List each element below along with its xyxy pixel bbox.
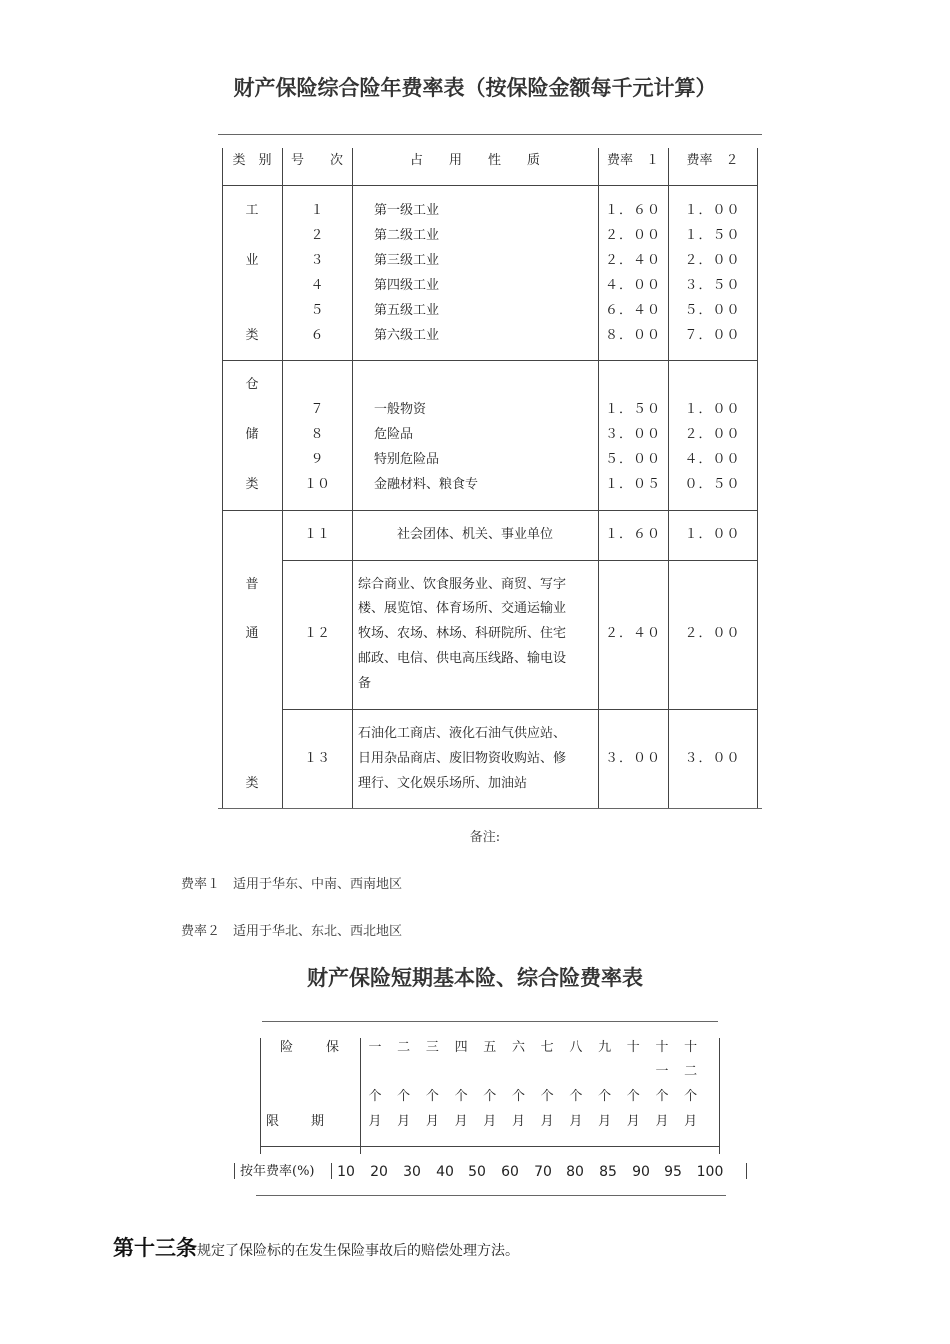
article-paragraph xyxy=(113,1232,519,1262)
month-column-char: 月 xyxy=(569,1114,583,1129)
row-number: １ xyxy=(310,203,324,218)
short-term-rate-table-title: 财产保险短期基本险、综合险费率表 xyxy=(307,966,643,990)
rate2-value: ３．５０ xyxy=(684,277,741,293)
rate2-value: １．００ xyxy=(684,526,741,542)
month-column-char: 月 xyxy=(511,1114,525,1129)
short-table-mid-divider xyxy=(360,1038,361,1154)
month-column-char: 一 xyxy=(655,1064,669,1079)
header-occupancy: 占 用 性 质 xyxy=(409,153,540,168)
rate2-value: ２．００ xyxy=(684,427,741,443)
article-heading: 第十三条 xyxy=(113,1236,197,1260)
annual-rate-value: 85 xyxy=(599,1164,617,1180)
month-column-char: 月 xyxy=(397,1114,411,1129)
month-column-char: 个 xyxy=(368,1089,382,1104)
month-column-char: 十 xyxy=(684,1040,698,1055)
header-period-char: 期 xyxy=(311,1114,325,1129)
month-column-char: 月 xyxy=(626,1114,640,1129)
rate2-value: ４．００ xyxy=(684,452,741,467)
category-label: 储 xyxy=(245,427,259,443)
annual-rate-value: 30 xyxy=(403,1164,421,1180)
month-column-char: 月 xyxy=(483,1114,497,1129)
occupancy-description: 第一级工业 xyxy=(374,203,440,218)
occupancy-description: 第三级工业 xyxy=(374,252,440,268)
occupancy-description: 牧场、农场、林场、科研院所、住宅 xyxy=(358,626,567,642)
short-table-left-border xyxy=(260,1038,261,1154)
month-column-char: 三 xyxy=(425,1040,439,1055)
annual-rate-value: 20 xyxy=(370,1164,388,1180)
month-column-char: 个 xyxy=(483,1089,497,1104)
category-label: 类 xyxy=(245,775,259,791)
note-line-rate1: 费率１ 适用于华东、中南、西南地区 xyxy=(181,877,403,892)
note-line-rate2: 费率２ 适用于华北、东北、西北地区 xyxy=(181,924,403,939)
rate1-value: ２．４０ xyxy=(604,626,661,642)
row-number: ３ xyxy=(310,252,324,268)
annual-rate-value: 70 xyxy=(534,1164,552,1180)
occupancy-description: 第二级工业 xyxy=(374,227,440,243)
header-number: 号 次 xyxy=(290,153,343,168)
rate1-value: ２．００ xyxy=(604,227,661,243)
occupancy-description: 日用杂品商店、废旧物资收购站、修 xyxy=(358,750,567,766)
occupancy-description: 楼、展览馆、体育场所、交通运输业 xyxy=(358,601,567,617)
month-column-char: 个 xyxy=(511,1089,525,1104)
rate1-value: ８．００ xyxy=(604,327,661,343)
rate2-value: ３．００ xyxy=(684,750,741,766)
month-column-char: 个 xyxy=(598,1089,612,1104)
occupancy-description: 第六级工业 xyxy=(374,327,440,343)
header-category: 类 别 xyxy=(232,153,272,168)
rate-row-right-bar xyxy=(746,1163,747,1179)
month-column-char: 月 xyxy=(368,1114,382,1129)
occupancy-description: 邮政、电信、供电高压线路、输电设 xyxy=(358,651,567,667)
category-label: 类 xyxy=(245,476,259,492)
row-number: １０ xyxy=(303,476,330,492)
occupancy-description: 金融材料、粮食专 xyxy=(374,476,479,492)
rate2-value: １．５０ xyxy=(684,227,741,243)
month-column-char: 个 xyxy=(684,1089,698,1104)
rate2-value: ０．５０ xyxy=(684,476,741,492)
row-number: ７ xyxy=(310,402,324,418)
category-label: 业 xyxy=(245,252,259,268)
rate1-value: ２．４０ xyxy=(604,252,661,268)
category-label: 通 xyxy=(245,626,259,642)
month-column-char: 月 xyxy=(598,1114,612,1129)
month-column-char: 月 xyxy=(425,1114,439,1129)
annual-rate-value: 40 xyxy=(436,1164,454,1180)
annual-rate-value: 50 xyxy=(468,1164,486,1180)
month-column-char: 二 xyxy=(684,1064,698,1079)
month-column-char: 月 xyxy=(684,1114,698,1129)
month-column-char: 个 xyxy=(540,1089,554,1104)
row-number: ４ xyxy=(310,277,324,293)
row-number: １３ xyxy=(303,750,330,766)
row-number: ５ xyxy=(310,302,324,318)
occupancy-description: 危险品 xyxy=(374,427,414,443)
month-column-char: 个 xyxy=(454,1089,468,1104)
month-column-char: 个 xyxy=(397,1089,411,1104)
rate2-value: １．００ xyxy=(684,402,741,418)
occupancy-description: 特别危险品 xyxy=(374,452,440,467)
row-number: ８ xyxy=(310,427,324,443)
category-label: 工 xyxy=(245,203,259,218)
header-limit-char: 限 xyxy=(266,1114,280,1129)
header-cover-char: 保 xyxy=(326,1040,340,1055)
header-rate2: 费率 ２ xyxy=(686,153,739,168)
occupancy-description: 理行、文化娱乐场所、加油站 xyxy=(358,775,528,791)
month-column-char: 六 xyxy=(511,1040,525,1055)
month-column-char: 月 xyxy=(454,1114,468,1129)
month-column-char: 个 xyxy=(425,1089,439,1104)
occupancy-description: 石油化工商店、液化石油气供应站、 xyxy=(358,725,567,741)
row-number: １１ xyxy=(303,526,330,542)
article-text: 规定了保险标的在发生保险事故后的赔偿处理方法。 xyxy=(197,1243,519,1259)
annual-rate-value: 100 xyxy=(696,1164,724,1180)
month-column-char: 九 xyxy=(598,1040,612,1055)
rate1-value: ４．００ xyxy=(604,277,661,293)
annual-rate-value: 60 xyxy=(501,1164,519,1180)
month-column-char: 五 xyxy=(483,1040,497,1055)
row-number: １２ xyxy=(303,626,330,642)
row-number: ９ xyxy=(310,452,324,467)
rate1-value: ５．００ xyxy=(604,452,661,467)
header-rate1: 费率 １ xyxy=(606,153,659,168)
rate-table-title: 财产保险综合险年费率表（按保险金额每千元计算） xyxy=(233,76,717,100)
occupancy-description: 社会团体、机关、事业单位 xyxy=(396,526,553,542)
rate-row-left-bar xyxy=(234,1163,235,1179)
short-table-top-rule xyxy=(262,1021,718,1022)
annual-rate-value: 90 xyxy=(632,1164,650,1180)
category-label: 普 xyxy=(245,576,259,592)
rate1-value: ３．００ xyxy=(604,750,661,766)
month-column-char: 四 xyxy=(454,1040,468,1055)
rate1-value: １．６０ xyxy=(604,526,661,542)
short-table-header-divider xyxy=(260,1146,719,1147)
month-column-char: 个 xyxy=(569,1089,583,1104)
short-table-right-border xyxy=(719,1038,720,1154)
rate2-value: ５．００ xyxy=(684,302,741,318)
annual-rate-value: 10 xyxy=(337,1164,355,1180)
header-insurance-char: 险 xyxy=(280,1040,294,1055)
rate1-value: １．０５ xyxy=(604,476,661,492)
occupancy-description: 一般物资 xyxy=(374,402,427,418)
rate1-value: ３．００ xyxy=(604,427,661,443)
occupancy-description: 第四级工业 xyxy=(374,277,440,293)
notes-label: 备注: xyxy=(469,830,501,845)
rate2-value: ２．００ xyxy=(684,626,741,642)
occupancy-description: 备 xyxy=(358,676,372,692)
rate2-value: ７．００ xyxy=(684,327,741,343)
annual-rate-value: 80 xyxy=(566,1164,584,1180)
category-label: 仓 xyxy=(245,377,259,393)
month-column-char: 十 xyxy=(626,1040,640,1055)
rate1-value: １．５０ xyxy=(604,402,661,418)
month-column-char: 个 xyxy=(626,1089,640,1104)
month-column-char: 二 xyxy=(397,1040,411,1055)
category-label: 类 xyxy=(245,327,259,343)
short-table-bottom-rule xyxy=(256,1195,726,1196)
month-column-char: 个 xyxy=(655,1089,669,1104)
rate2-value: ２．００ xyxy=(684,252,741,268)
rate2-value: １．００ xyxy=(684,203,741,218)
annual-rate-value: 95 xyxy=(664,1164,682,1180)
month-column-char: 七 xyxy=(540,1040,554,1055)
month-column-char: 一 xyxy=(368,1040,382,1055)
row-number: ２ xyxy=(310,227,324,243)
rate1-value: １．６０ xyxy=(604,203,661,218)
rate-row-label: 按年费率(%) xyxy=(240,1164,315,1179)
month-column-char: 十 xyxy=(655,1040,669,1055)
month-column-char: 月 xyxy=(655,1114,669,1129)
row-number: ６ xyxy=(310,327,324,343)
month-column-char: 月 xyxy=(540,1114,554,1129)
occupancy-description: 综合商业、饮食服务业、商贸、写字 xyxy=(358,576,567,592)
rate1-value: ６．４０ xyxy=(604,302,661,318)
month-column-char: 八 xyxy=(569,1040,583,1055)
occupancy-description: 第五级工业 xyxy=(374,302,440,318)
